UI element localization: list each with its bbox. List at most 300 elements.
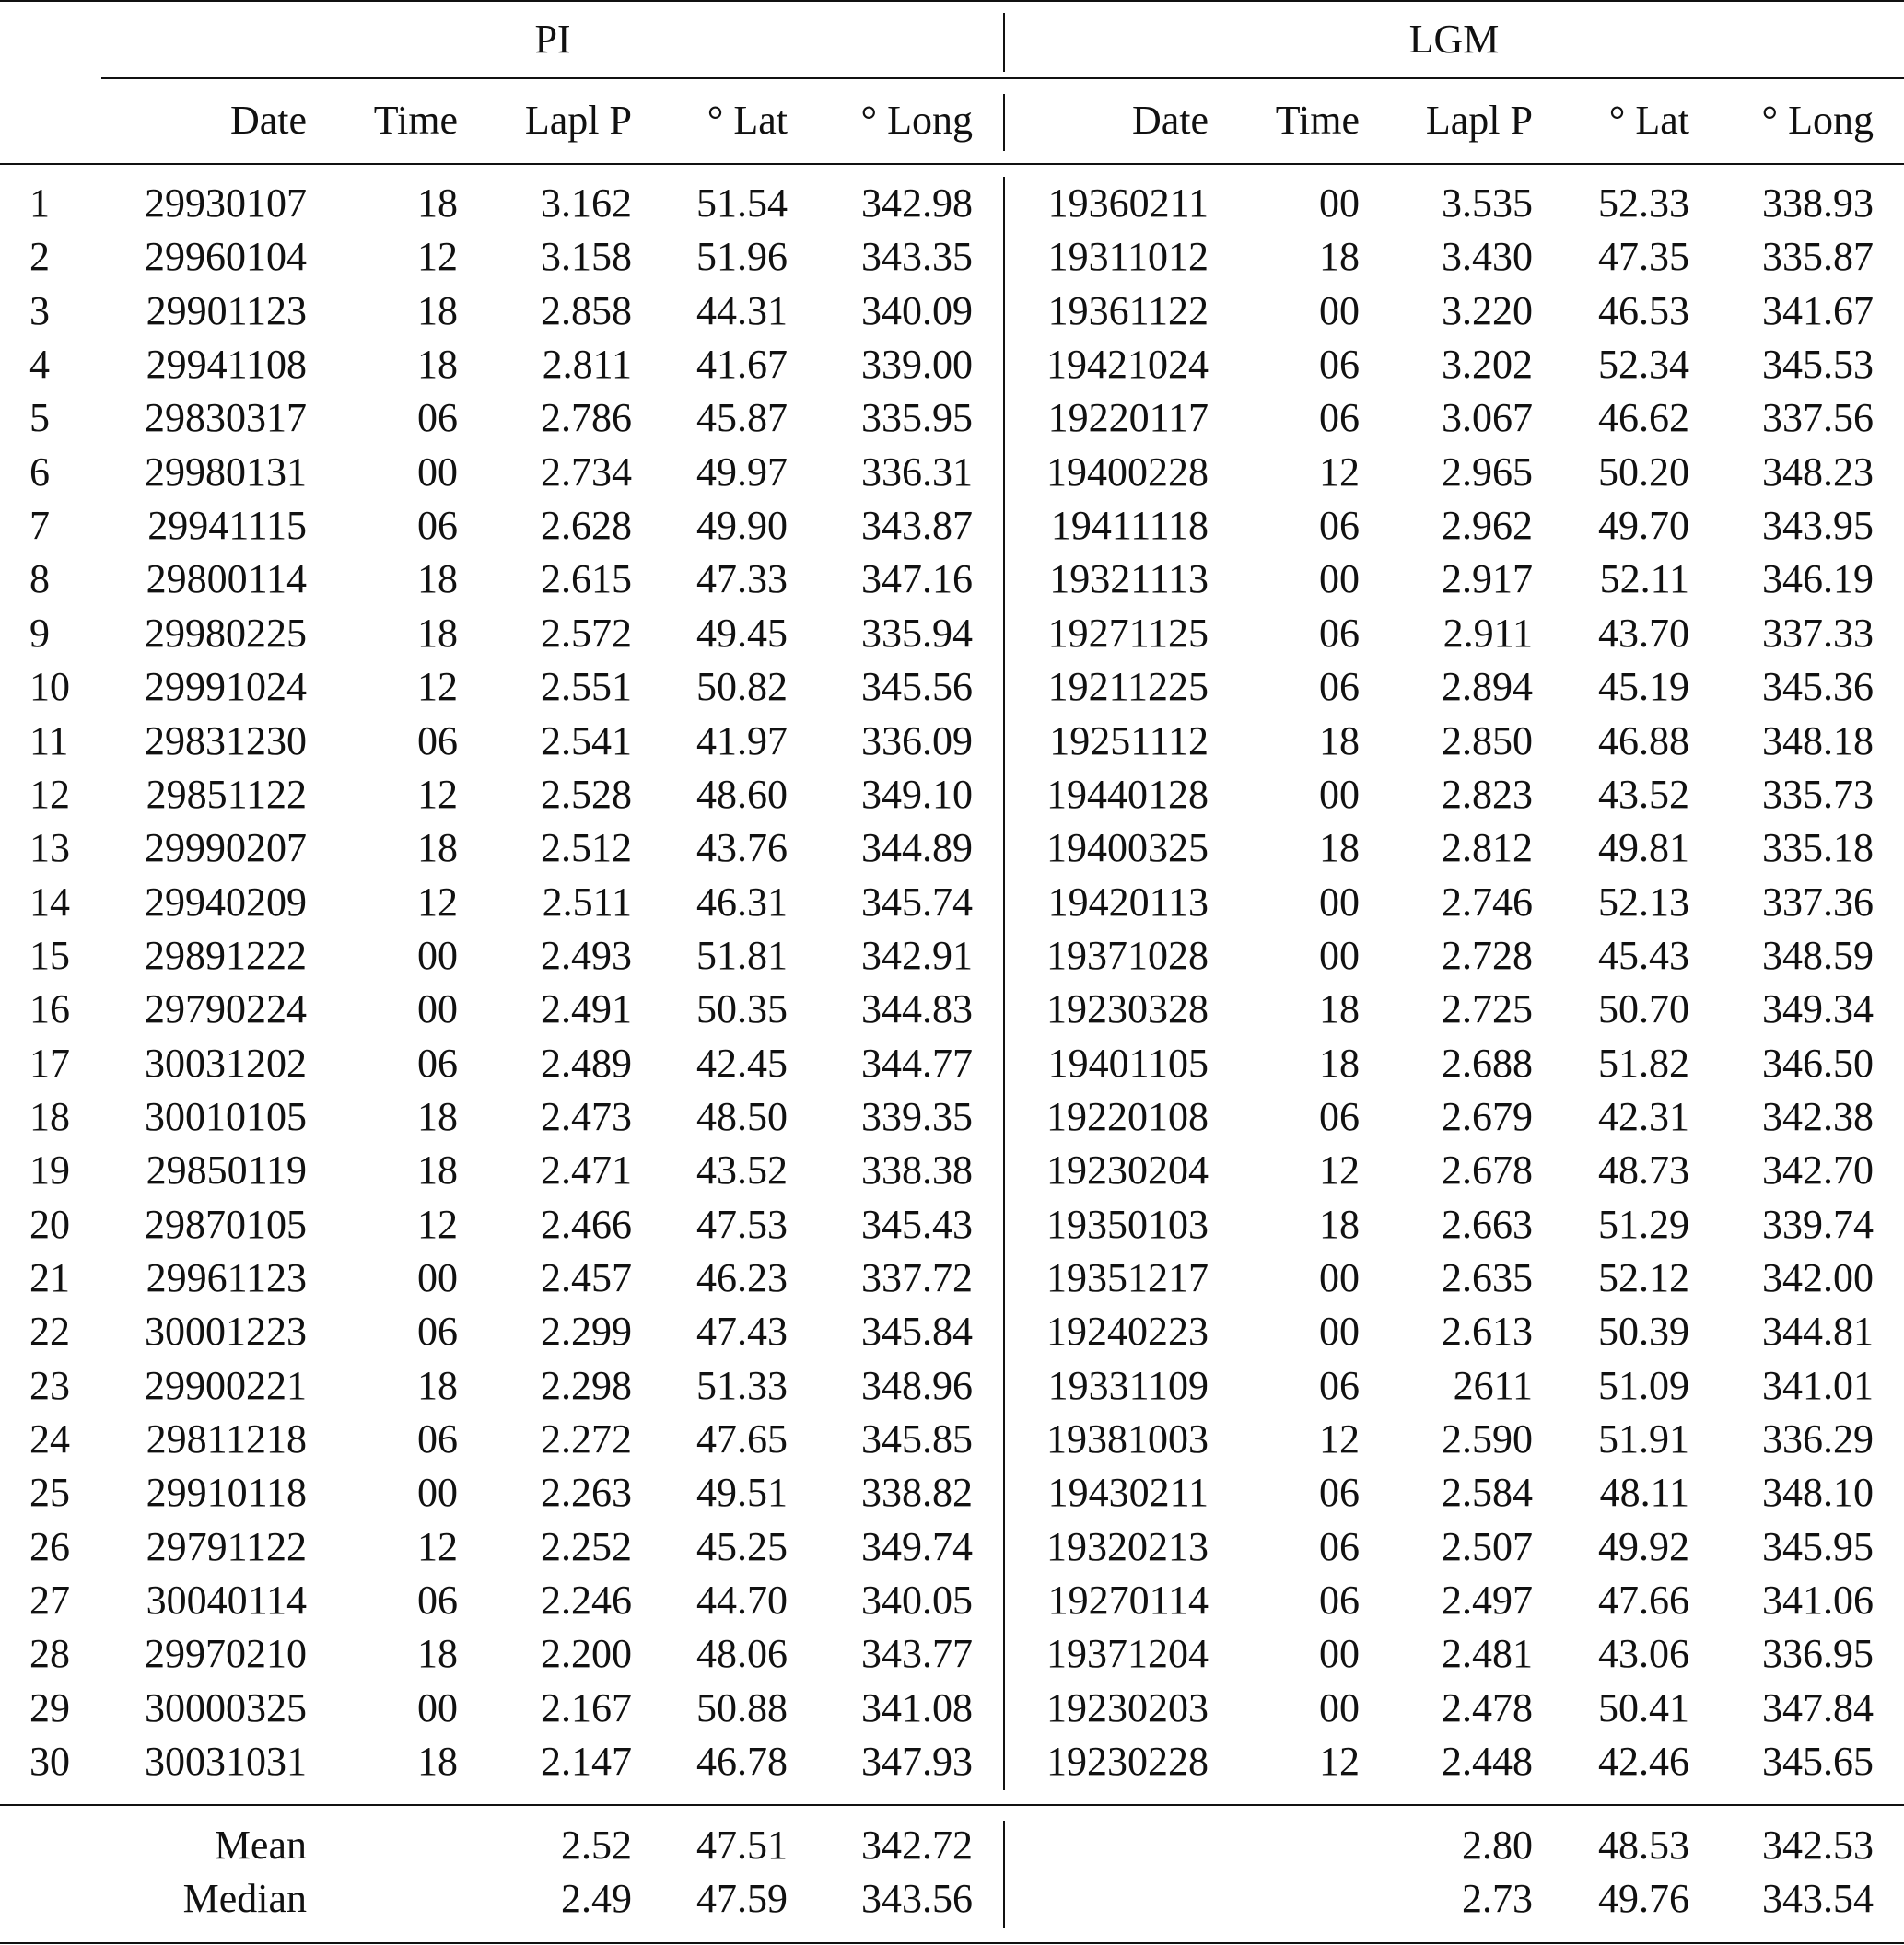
lgm-time-cell: 00 (1319, 181, 1360, 226)
pi-time-cell: 18 (417, 556, 458, 602)
pi-lapl-p-cell: 2.491 (541, 986, 632, 1032)
pi-long-cell: 345.84 (861, 1309, 973, 1355)
lgm-summary-long: 343.54 (1762, 1876, 1874, 1922)
pi-lapl-p-cell: 2.147 (541, 1739, 632, 1785)
pi-summary-lapl-p: 2.52 (561, 1823, 632, 1868)
lgm-time-cell: 06 (1319, 1470, 1360, 1516)
pi-summary-long: 342.72 (861, 1823, 973, 1868)
pi-lat-cell: 49.90 (696, 503, 788, 549)
pi-date-cell: 29831230 (145, 717, 307, 763)
lgm-time-cell: 00 (1319, 1309, 1360, 1355)
pi-lat-cell: 44.31 (696, 287, 788, 333)
lgm-time-cell: 18 (1319, 1040, 1360, 1086)
lgm-long-cell: 337.56 (1762, 395, 1874, 441)
pi-date-cell: 29790224 (145, 986, 307, 1032)
lgm-time-cell: 06 (1319, 342, 1360, 388)
lgm-lapl-p-cell: 2.917 (1442, 556, 1533, 602)
pi-lapl-p-cell: 2.246 (541, 1578, 632, 1624)
lgm-lat-cell: 49.81 (1598, 825, 1689, 871)
pi-date-cell: 30001223 (145, 1309, 307, 1355)
lgm-lat-cell: 42.46 (1598, 1739, 1689, 1785)
lgm-date-cell: 19220117 (1047, 395, 1209, 441)
lgm-date-cell: 19440128 (1046, 771, 1209, 817)
lgm-lat-cell: 50.20 (1598, 448, 1689, 495)
pi-lat-cell: 50.35 (696, 986, 788, 1032)
pi-long-cell: 340.09 (861, 287, 973, 333)
pi-date-cell: 29851122 (146, 771, 307, 817)
lgm-lat-cell: 52.12 (1598, 1255, 1689, 1300)
lgm-lat-cell: 48.73 (1598, 1147, 1689, 1194)
pi-long-cell: 344.77 (861, 1040, 973, 1086)
lgm-date-cell: 19230228 (1046, 1739, 1209, 1785)
lgm-summary-lapl-p: 2.80 (1462, 1823, 1533, 1868)
pi-lapl-p-cell: 2.489 (541, 1040, 632, 1086)
lgm-long-cell: 342.38 (1762, 1093, 1874, 1139)
lgm-long-cell: 341.06 (1762, 1578, 1874, 1624)
lgm-long-cell: 345.36 (1762, 664, 1874, 710)
lgm-lat-cell: 50.70 (1598, 986, 1689, 1032)
lgm-time-cell: 00 (1319, 879, 1360, 925)
pi-time-cell: 18 (417, 1631, 458, 1677)
pi-date-cell: 29930107 (145, 181, 307, 226)
lgm-date-cell: 19331109 (1047, 1362, 1209, 1408)
lgm-time-cell: 00 (1319, 932, 1360, 978)
row-number: 4 (29, 342, 50, 388)
pi-lapl-p-cell: 3.162 (541, 181, 632, 226)
lgm-lapl-p-cell: 2.911 (1443, 610, 1533, 656)
pi-time-cell: 06 (417, 717, 458, 763)
pi-lapl-p-cell: 2.263 (541, 1470, 632, 1516)
lgm-time-cell: 06 (1319, 1093, 1360, 1139)
lgm-summary-lat: 49.76 (1598, 1876, 1689, 1922)
pi-lapl-p-cell: 3.158 (541, 234, 632, 280)
lgm-long-cell: 335.87 (1762, 234, 1874, 280)
lgm-lapl-p-cell: 2.812 (1442, 825, 1533, 871)
lgm-header-date: Date (1131, 98, 1209, 143)
pi-date-cell: 29830317 (145, 395, 307, 441)
lgm-long-cell: 342.00 (1762, 1255, 1874, 1300)
pi-time-cell: 06 (417, 1309, 458, 1355)
lgm-lapl-p-cell: 2.678 (1442, 1147, 1533, 1194)
pi-lapl-p-cell: 2.572 (541, 610, 632, 656)
lgm-time-cell: 00 (1319, 287, 1360, 333)
lgm-time-cell: 06 (1319, 664, 1360, 710)
lgm-long-cell: 348.10 (1762, 1470, 1874, 1516)
lgm-header-lat: ° Lat (1608, 98, 1689, 143)
pi-header-lapl-p: Lapl P (524, 98, 632, 143)
pi-header-long: ° Long (860, 98, 973, 143)
lgm-lapl-p-cell: 2611 (1453, 1362, 1533, 1408)
pi-long-cell: 345.85 (861, 1416, 973, 1462)
pi-lapl-p-cell: 2.299 (541, 1309, 632, 1355)
pi-long-cell: 345.56 (861, 664, 973, 710)
row-number: 9 (29, 610, 50, 656)
lgm-lat-cell: 45.19 (1598, 664, 1689, 710)
lgm-long-cell: 341.67 (1762, 287, 1874, 333)
summary-label: Mean (214, 1823, 307, 1868)
lgm-lat-cell: 52.11 (1599, 556, 1689, 602)
pi-long-cell: 347.16 (861, 556, 973, 602)
lgm-lat-cell: 50.39 (1598, 1309, 1689, 1355)
lgm-date-cell: 19411118 (1050, 503, 1209, 549)
lgm-long-cell: 348.18 (1762, 717, 1874, 763)
lgm-lapl-p-cell: 2.894 (1442, 664, 1533, 710)
row-number: 17 (29, 1040, 70, 1086)
pi-long-cell: 342.98 (861, 181, 973, 226)
lgm-date-cell: 19400325 (1046, 825, 1209, 871)
row-number: 18 (29, 1093, 70, 1139)
pi-long-cell: 343.77 (861, 1631, 973, 1677)
top-rule (0, 0, 1904, 2)
pi-lapl-p-cell: 2.551 (541, 664, 632, 710)
pi-lapl-p-cell: 2.272 (541, 1416, 632, 1462)
pi-date-cell: 30000325 (145, 1684, 307, 1730)
pi-lapl-p-cell: 2.528 (541, 771, 632, 817)
pi-date-cell: 29891222 (145, 932, 307, 978)
pi-long-cell: 347.93 (861, 1739, 973, 1785)
lgm-date-cell: 19251112 (1049, 717, 1209, 763)
row-number: 12 (29, 771, 70, 817)
row-number: 7 (29, 503, 50, 549)
pi-long-cell: 341.08 (861, 1684, 973, 1730)
lgm-lat-cell: 51.82 (1598, 1040, 1689, 1086)
lgm-summary-lat: 48.53 (1598, 1823, 1689, 1868)
pi-long-cell: 344.89 (861, 825, 973, 871)
lgm-lapl-p-cell: 3.220 (1442, 287, 1533, 333)
summary-separator (1003, 1821, 1005, 1928)
lgm-lat-cell: 42.31 (1598, 1093, 1689, 1139)
lgm-time-cell: 06 (1319, 503, 1360, 549)
pi-time-cell: 12 (417, 1201, 458, 1247)
pi-summary-long: 343.56 (861, 1876, 973, 1922)
pi-lapl-p-cell: 2.200 (541, 1631, 632, 1677)
pi-time-cell: 18 (417, 1147, 458, 1194)
pi-lat-cell: 44.70 (696, 1578, 788, 1624)
pi-long-cell: 335.94 (861, 610, 973, 656)
pi-long-cell: 345.74 (861, 879, 973, 925)
pi-lapl-p-cell: 2.473 (541, 1093, 632, 1139)
pi-time-cell: 00 (417, 986, 458, 1032)
pi-group-title: PI (534, 17, 571, 62)
lgm-date-cell: 19420113 (1047, 879, 1209, 925)
pi-time-cell: 18 (417, 1362, 458, 1408)
pi-time-cell: 12 (417, 771, 458, 817)
lgm-lapl-p-cell: 2.497 (1442, 1578, 1533, 1624)
pi-lat-cell: 51.96 (696, 234, 788, 280)
pi-lat-cell: 48.60 (696, 771, 788, 817)
lgm-time-cell: 12 (1319, 1416, 1360, 1462)
row-number: 24 (29, 1416, 70, 1462)
lgm-time-cell: 06 (1319, 1362, 1360, 1408)
pi-time-cell: 18 (417, 342, 458, 388)
lgm-lapl-p-cell: 3.535 (1442, 181, 1533, 226)
lgm-date-cell: 19371028 (1046, 932, 1209, 978)
row-number: 1 (29, 181, 50, 226)
lgm-date-cell: 19271125 (1047, 610, 1209, 656)
pi-lapl-p-cell: 2.252 (541, 1523, 632, 1569)
lgm-lapl-p-cell: 2.507 (1442, 1523, 1533, 1569)
row-number: 22 (29, 1309, 70, 1355)
lgm-time-cell: 06 (1319, 1578, 1360, 1624)
pi-date-cell: 29901123 (146, 287, 307, 333)
pi-date-cell: 29970210 (145, 1631, 307, 1677)
lgm-time-cell: 18 (1319, 825, 1360, 871)
pi-time-cell: 06 (417, 395, 458, 441)
pi-lat-cell: 43.76 (696, 825, 788, 871)
pi-lat-cell: 48.50 (696, 1093, 788, 1139)
pi-lapl-p-cell: 2.858 (541, 287, 632, 333)
row-number: 19 (29, 1147, 70, 1194)
pi-lapl-p-cell: 2.471 (541, 1147, 632, 1194)
pi-date-cell: 29811218 (146, 1416, 307, 1462)
lgm-long-cell: 345.65 (1762, 1739, 1874, 1785)
lgm-date-cell: 19230328 (1046, 986, 1209, 1032)
pi-lat-cell: 45.87 (696, 395, 788, 441)
lgm-date-cell: 19361122 (1047, 287, 1209, 333)
lgm-time-cell: 00 (1319, 1684, 1360, 1730)
lgm-header-lapl-p: Lapl P (1425, 98, 1533, 143)
lgm-lapl-p-cell: 2.965 (1442, 448, 1533, 495)
lgm-time-cell: 06 (1319, 1523, 1360, 1569)
row-number: 23 (29, 1362, 70, 1408)
pi-long-cell: 336.09 (861, 717, 973, 763)
pi-date-cell: 29980225 (145, 610, 307, 656)
summary-label: Median (182, 1876, 307, 1922)
pi-lapl-p-cell: 2.511 (542, 879, 632, 925)
pi-date-cell: 29791122 (146, 1523, 307, 1569)
lgm-date-cell: 19400228 (1046, 448, 1209, 495)
pi-date-cell: 29941108 (146, 342, 307, 388)
pi-lat-cell: 50.82 (696, 664, 788, 710)
lgm-date-cell: 19230204 (1046, 1147, 1209, 1194)
lgm-lat-cell: 51.09 (1598, 1362, 1689, 1408)
pi-lat-cell: 47.53 (696, 1201, 788, 1247)
lgm-date-cell: 19211225 (1047, 664, 1209, 710)
lgm-lat-cell: 43.52 (1598, 771, 1689, 817)
pi-date-cell: 29960104 (145, 234, 307, 280)
pi-time-cell: 00 (417, 1470, 458, 1516)
pi-date-cell: 29800114 (146, 556, 307, 602)
row-number: 14 (29, 879, 70, 925)
lgm-lat-cell: 46.62 (1598, 395, 1689, 441)
pi-long-cell: 343.35 (861, 234, 973, 280)
pi-lapl-p-cell: 2.298 (541, 1362, 632, 1408)
lgm-time-cell: 06 (1319, 610, 1360, 656)
lgm-date-cell: 19270114 (1047, 1578, 1209, 1624)
lgm-time-cell: 18 (1319, 1201, 1360, 1247)
lgm-lat-cell: 49.70 (1598, 503, 1689, 549)
lgm-time-cell: 00 (1319, 771, 1360, 817)
lgm-lat-cell: 48.11 (1599, 1470, 1689, 1516)
row-number: 10 (29, 664, 70, 710)
lgm-long-cell: 346.19 (1762, 556, 1874, 602)
pi-long-cell: 337.72 (861, 1255, 973, 1300)
lgm-lapl-p-cell: 2.679 (1442, 1093, 1533, 1139)
row-number: 15 (29, 932, 70, 978)
pi-time-cell: 12 (417, 234, 458, 280)
pi-date-cell: 30031202 (145, 1040, 307, 1086)
lgm-long-cell: 346.50 (1762, 1040, 1874, 1086)
pi-lat-cell: 49.45 (696, 610, 788, 656)
lgm-lapl-p-cell: 3.430 (1442, 234, 1533, 280)
lgm-lat-cell: 46.88 (1598, 717, 1689, 763)
pi-date-cell: 29990207 (145, 825, 307, 871)
lgm-date-cell: 19381003 (1046, 1416, 1209, 1462)
row-number: 20 (29, 1201, 70, 1247)
lgm-long-cell: 336.29 (1762, 1416, 1874, 1462)
pi-lapl-p-cell: 2.541 (541, 717, 632, 763)
group-underline-rule (101, 77, 1904, 79)
pi-long-cell: 338.82 (861, 1470, 973, 1516)
lgm-lat-cell: 43.06 (1598, 1631, 1689, 1677)
lgm-lapl-p-cell: 2.478 (1442, 1684, 1533, 1730)
lgm-summary-lapl-p: 2.73 (1462, 1876, 1533, 1922)
lgm-lapl-p-cell: 2.728 (1442, 932, 1533, 978)
row-number: 2 (29, 234, 50, 280)
pi-lapl-p-cell: 2.457 (541, 1255, 632, 1300)
pi-header-time: Time (373, 98, 458, 143)
pi-time-cell: 00 (417, 448, 458, 495)
lgm-lapl-p-cell: 2.823 (1442, 771, 1533, 817)
pi-date-cell: 30010105 (145, 1093, 307, 1139)
pi-header-date: Date (229, 98, 307, 143)
pi-lapl-p-cell: 2.615 (541, 556, 632, 602)
lgm-lapl-p-cell: 2.590 (1442, 1416, 1533, 1462)
lgm-lat-cell: 52.13 (1598, 879, 1689, 925)
header-bottom-rule (0, 163, 1904, 165)
pi-summary-lapl-p: 2.49 (561, 1876, 632, 1922)
lgm-lapl-p-cell: 2.746 (1442, 879, 1533, 925)
lgm-lapl-p-cell: 2.448 (1442, 1739, 1533, 1785)
pi-lapl-p-cell: 2.628 (541, 503, 632, 549)
pi-lat-cell: 47.33 (696, 556, 788, 602)
pi-date-cell: 29910118 (146, 1470, 307, 1516)
lgm-lapl-p-cell: 2.635 (1442, 1255, 1533, 1300)
lgm-lat-cell: 47.35 (1598, 234, 1689, 280)
lgm-lat-cell: 52.33 (1598, 181, 1689, 226)
pi-lat-cell: 47.65 (696, 1416, 788, 1462)
lgm-lat-cell: 47.66 (1598, 1578, 1689, 1624)
pi-time-cell: 18 (417, 610, 458, 656)
lgm-group-title: LGM (1408, 17, 1500, 62)
pi-long-cell: 336.31 (861, 448, 973, 495)
lgm-lapl-p-cell: 3.202 (1442, 342, 1533, 388)
lgm-long-cell: 345.95 (1762, 1523, 1874, 1569)
pi-date-cell: 29900221 (145, 1362, 307, 1408)
row-number: 13 (29, 825, 70, 871)
lgm-long-cell: 335.18 (1762, 825, 1874, 871)
lgm-lapl-p-cell: 2.481 (1442, 1631, 1533, 1677)
lgm-time-cell: 18 (1319, 234, 1360, 280)
pi-lat-cell: 42.45 (696, 1040, 788, 1086)
pi-lat-cell: 45.25 (696, 1523, 788, 1569)
pi-time-cell: 00 (417, 1255, 458, 1300)
pi-lat-cell: 51.54 (696, 181, 788, 226)
pi-lat-cell: 46.23 (696, 1255, 788, 1300)
lgm-header-time: Time (1275, 98, 1360, 143)
lgm-long-cell: 343.95 (1762, 503, 1874, 549)
pi-long-cell: 335.95 (861, 395, 973, 441)
lgm-time-cell: 00 (1319, 556, 1360, 602)
bottom-rule (0, 1942, 1904, 1944)
lgm-lat-cell: 50.41 (1598, 1684, 1689, 1730)
pi-long-cell: 339.35 (861, 1093, 973, 1139)
pi-lat-cell: 50.88 (696, 1684, 788, 1730)
row-number: 6 (29, 448, 50, 495)
row-number: 26 (29, 1523, 70, 1569)
lgm-lapl-p-cell: 2.584 (1442, 1470, 1533, 1516)
lgm-date-cell: 19360211 (1047, 181, 1209, 226)
lgm-lapl-p-cell: 2.663 (1442, 1201, 1533, 1247)
pi-date-cell: 29850119 (146, 1147, 307, 1194)
lgm-long-cell: 344.81 (1762, 1309, 1874, 1355)
lgm-date-cell: 19230203 (1046, 1684, 1209, 1730)
lgm-date-cell: 19311012 (1047, 234, 1209, 280)
lgm-date-cell: 19401105 (1047, 1040, 1209, 1086)
lgm-long-cell: 338.93 (1762, 181, 1874, 226)
pi-lat-cell: 46.31 (696, 879, 788, 925)
lgm-lapl-p-cell: 2.688 (1442, 1040, 1533, 1086)
row-number: 3 (29, 287, 50, 333)
row-number: 29 (29, 1684, 70, 1730)
pi-long-cell: 342.91 (861, 932, 973, 978)
lgm-time-cell: 12 (1319, 1739, 1360, 1785)
pi-date-cell: 29870105 (145, 1201, 307, 1247)
pi-long-cell: 348.96 (861, 1362, 973, 1408)
pi-long-cell: 340.05 (861, 1578, 973, 1624)
lgm-date-cell: 19371204 (1046, 1631, 1209, 1677)
pi-time-cell: 18 (417, 287, 458, 333)
lgm-time-cell: 00 (1319, 1631, 1360, 1677)
lgm-lat-cell: 43.70 (1598, 610, 1689, 656)
lgm-lat-cell: 51.29 (1598, 1201, 1689, 1247)
lgm-long-cell: 339.74 (1762, 1201, 1874, 1247)
pi-lat-cell: 46.78 (696, 1739, 788, 1785)
lgm-long-cell: 345.53 (1762, 342, 1874, 388)
pi-long-cell: 338.38 (861, 1147, 973, 1194)
lgm-long-cell: 335.73 (1762, 771, 1874, 817)
pi-date-cell: 30040114 (146, 1578, 307, 1624)
lgm-time-cell: 18 (1319, 717, 1360, 763)
pi-lat-cell: 49.51 (696, 1470, 788, 1516)
pi-long-cell: 339.00 (861, 342, 973, 388)
pi-date-cell: 30031031 (145, 1739, 307, 1785)
pi-lapl-p-cell: 2.493 (541, 932, 632, 978)
pi-lapl-p-cell: 2.167 (541, 1684, 632, 1730)
lgm-time-cell: 12 (1319, 1147, 1360, 1194)
row-number: 5 (29, 395, 50, 441)
pi-time-cell: 06 (417, 503, 458, 549)
lgm-lat-cell: 46.53 (1598, 287, 1689, 333)
lgm-lapl-p-cell: 2.725 (1442, 986, 1533, 1032)
pi-lapl-p-cell: 2.466 (541, 1201, 632, 1247)
pi-time-cell: 12 (417, 1523, 458, 1569)
lgm-date-cell: 19421024 (1046, 342, 1209, 388)
pi-lapl-p-cell: 2.811 (542, 342, 632, 388)
pi-time-cell: 06 (417, 1416, 458, 1462)
lgm-date-cell: 19320213 (1046, 1523, 1209, 1569)
pi-lapl-p-cell: 2.734 (541, 448, 632, 495)
lgm-lapl-p-cell: 2.613 (1442, 1309, 1533, 1355)
pi-time-cell: 06 (417, 1040, 458, 1086)
pi-time-cell: 18 (417, 1739, 458, 1785)
pi-lat-cell: 43.52 (696, 1147, 788, 1194)
pi-time-cell: 18 (417, 1093, 458, 1139)
lgm-date-cell: 19220108 (1046, 1093, 1209, 1139)
lgm-date-cell: 19321113 (1049, 556, 1209, 602)
lgm-summary-long: 342.53 (1762, 1823, 1874, 1868)
pi-time-cell: 18 (417, 181, 458, 226)
